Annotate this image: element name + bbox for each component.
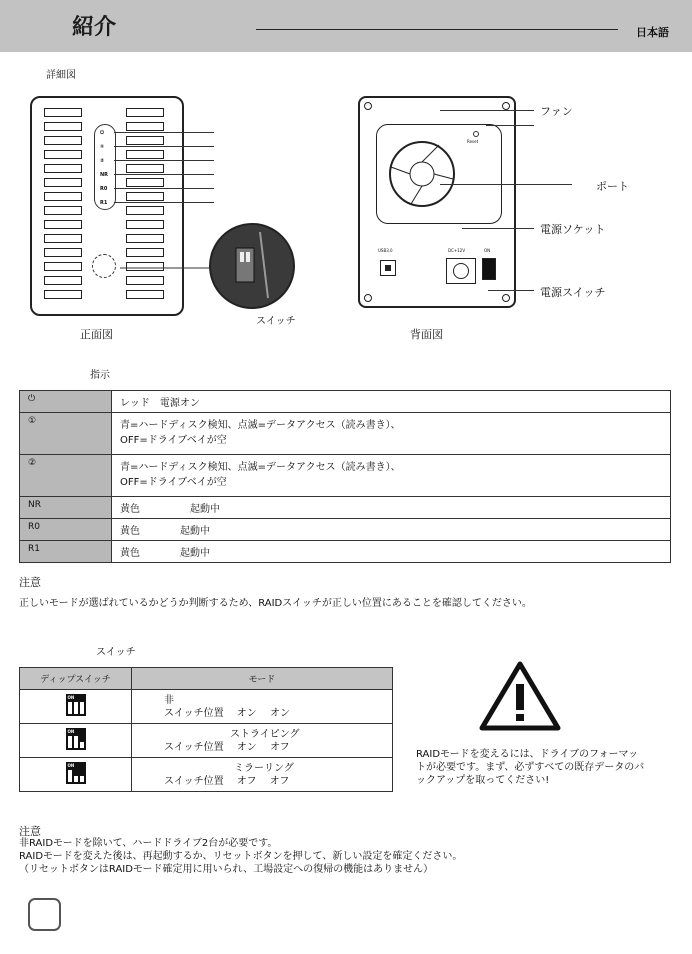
vent-slot — [44, 220, 82, 229]
screw — [502, 294, 510, 302]
leader-line — [114, 132, 214, 133]
table-row — [20, 724, 393, 758]
reset-button[interactable] — [473, 131, 479, 137]
table-cell: 黄色 起動中 — [112, 497, 671, 519]
usb-label: USB3.0 — [378, 248, 393, 253]
vent-slot — [126, 206, 164, 215]
screw — [364, 294, 372, 302]
leader-line — [114, 160, 214, 161]
vent-slot — [126, 136, 164, 145]
note-title: 注意 — [19, 576, 41, 589]
led-label: ⏻ — [100, 130, 104, 136]
dc-label: DC+12V — [448, 248, 466, 253]
fan-plate — [376, 124, 502, 224]
table-cell: 青=ハードディスク検知、点滅=データアクセス（読み書き）、 OFF=ドライブベイが空 — [112, 413, 671, 455]
table-row — [20, 391, 671, 413]
usb-port[interactable] — [380, 260, 396, 276]
led-label: ② — [100, 158, 105, 164]
table-cell: 黄色 起動中 — [112, 541, 671, 563]
vent-slot — [126, 122, 164, 131]
vent-slot — [44, 248, 82, 257]
column-header: ディップスイッチ — [20, 668, 132, 690]
warning-text: RAIDモードを変えるには、ドライブのフォーマットが必要です。まず、必ずすべての既存データのバックアップを取ってください! — [416, 749, 645, 786]
leader-line — [114, 174, 214, 175]
vent-slot — [44, 164, 82, 173]
vent-slot — [44, 108, 82, 117]
page-header — [0, 0, 692, 52]
drive1-icon: ① — [20, 413, 112, 455]
table-cell: NR — [20, 497, 112, 519]
table-row — [20, 690, 393, 724]
vent-slot — [126, 178, 164, 187]
leader-line — [114, 188, 214, 189]
page-title: 紹介 — [72, 15, 117, 40]
page-number-box — [28, 898, 61, 931]
leader-line — [488, 290, 534, 291]
back-view-diagram — [358, 96, 516, 308]
screw — [502, 102, 510, 110]
dip-switch-icon: ON — [66, 694, 86, 716]
reset-label: Reset — [467, 139, 479, 144]
table-row — [20, 497, 671, 519]
note-text: 正しいモードが選ばれているかどうか判断するため、RAIDスイッチが正しい位置にあることを確認してください。 — [19, 598, 532, 609]
front-caption: 正面図 — [80, 328, 113, 341]
port-label: ポート — [596, 180, 629, 193]
table-cell: 青=ハードディスク検知、点滅=データアクセス（読み書き）、 OFF=ドライブベイが空 — [112, 455, 671, 497]
leader-line — [114, 202, 214, 203]
header-rule — [256, 29, 618, 30]
vent-slot — [44, 206, 82, 215]
table-row — [20, 413, 671, 455]
language-label: 日本語 — [636, 26, 669, 39]
fan-label: ファン — [540, 105, 573, 118]
table-row — [20, 758, 393, 792]
table-cell: 黄色 起動中 — [112, 519, 671, 541]
switch-table — [19, 667, 393, 792]
switch-position: スイッチ位置 オン オン — [164, 707, 290, 719]
vent-slot — [44, 150, 82, 159]
mode-name: ミラーリング — [234, 762, 294, 774]
led-label: R1 — [100, 200, 108, 206]
switch-callout: スイッチ — [256, 316, 296, 327]
note-title: 注意 — [19, 825, 41, 838]
dip-switch-icon: ON — [66, 762, 86, 784]
leader-line — [440, 184, 572, 185]
note-line: RAIDモードを変えた後は、再起動するか、リセットボタンを押して、新しい設定を確定ください。 — [19, 851, 463, 862]
power-switch[interactable] — [482, 258, 496, 280]
vent-slot — [44, 192, 82, 201]
table-row — [20, 541, 671, 563]
mode-name: 非 — [164, 694, 174, 706]
leader-line — [462, 228, 534, 229]
note-line: （リセットボタンはRAIDモード確定用に用いられ、工場設定への復帰の機能はありません） — [19, 864, 434, 875]
vent-slot — [126, 164, 164, 173]
table-cell: レッド 電源オン — [112, 391, 671, 413]
drive2-icon: ② — [20, 455, 112, 497]
dip-switch-icon: ON — [66, 728, 86, 750]
switch-position: スイッチ位置 オフ オフ — [164, 775, 290, 787]
vent-slot — [44, 276, 82, 285]
power-socket[interactable] — [446, 258, 476, 284]
vent-slot — [44, 136, 82, 145]
vent-slot — [126, 108, 164, 117]
led-label: R0 — [100, 186, 108, 192]
led-table — [19, 390, 671, 563]
back-caption: 背面図 — [410, 328, 443, 341]
led-panel — [94, 124, 116, 210]
vent-slot — [44, 262, 82, 271]
table-cell: R0 — [20, 519, 112, 541]
vent-slot — [126, 192, 164, 201]
fan-icon — [387, 129, 457, 219]
vent-slot — [44, 122, 82, 131]
power-socket-label: 電源ソケット — [540, 223, 606, 236]
switch-closeup — [100, 222, 300, 312]
screw — [364, 102, 372, 110]
mode-name: ストライピング — [230, 728, 300, 740]
switch-heading: スイッチ — [96, 647, 136, 658]
led-label: NR — [100, 172, 109, 178]
detail-heading: 詳細図 — [46, 70, 76, 81]
table-row — [20, 455, 671, 497]
power-icon: ⏻ — [20, 391, 112, 413]
switch-position: スイッチ位置 オン オフ — [164, 741, 290, 753]
leader-line — [486, 125, 534, 126]
vent-slot — [44, 234, 82, 243]
vent-slot — [44, 178, 82, 187]
note-line: 非RAIDモードを除いて、ハードドライブ2台が必要です。 — [19, 838, 278, 849]
column-header: モード — [132, 668, 393, 690]
table-cell: R1 — [20, 541, 112, 563]
table-header-row — [20, 668, 393, 690]
table-row — [20, 519, 671, 541]
led-label: ① — [100, 144, 105, 150]
indicators-heading: 指示 — [90, 370, 110, 381]
leader-line — [114, 146, 214, 147]
power-switch-label: 電源スイッチ — [540, 286, 606, 299]
leader-line — [440, 110, 534, 111]
vent-slot — [44, 290, 82, 299]
warning-icon — [478, 660, 562, 732]
on-label: ON — [484, 248, 491, 253]
vent-slot — [126, 150, 164, 159]
